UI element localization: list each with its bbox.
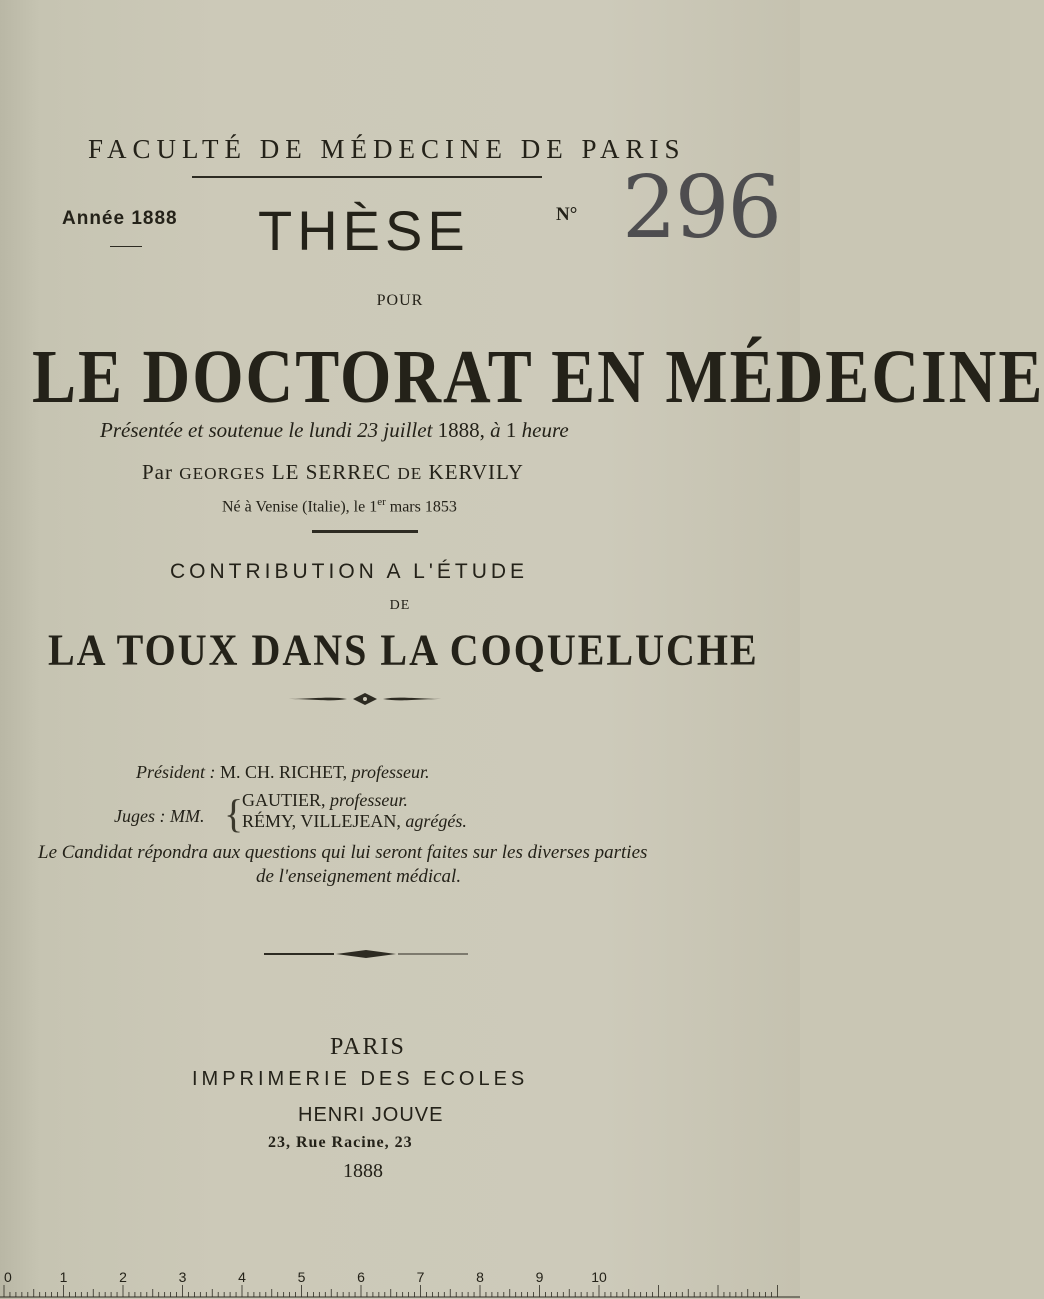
section-rule xyxy=(312,530,418,533)
faculty-heading: FACULTÉ DE MÉDECINE DE PARIS xyxy=(88,134,686,164)
imprint-city: PARIS xyxy=(330,1034,406,1060)
judge-line-2 xyxy=(242,811,467,832)
scale-ruler xyxy=(0,1264,800,1299)
year-dash xyxy=(110,246,142,247)
de-label: DE xyxy=(389,598,411,613)
judge1-name: GAUTIER, xyxy=(242,790,326,810)
birth-suffix: mars 1853 xyxy=(389,498,457,516)
presentation-year: 1888, xyxy=(437,418,485,442)
ruler-label: 1 xyxy=(59,1269,68,1285)
judges-brace: { xyxy=(224,791,244,836)
birth-day: 1 xyxy=(369,498,378,516)
ruler-label: 10 xyxy=(591,1269,607,1285)
ruler-label: 5 xyxy=(297,1269,306,1285)
ruler-label: 9 xyxy=(535,1269,544,1285)
presentation-line xyxy=(100,418,569,443)
subject-title: LA TOUX DANS LA COQUELUCHE xyxy=(48,625,759,675)
number-label: N° xyxy=(556,204,578,225)
judge2-role: agrégés. xyxy=(405,811,467,831)
par-label: Par xyxy=(142,460,173,484)
imprint-address: 23, Rue Racine, 23 xyxy=(268,1134,413,1151)
imprint-year: 1888 xyxy=(343,1160,383,1182)
birth-prefix: Né à Venise (Italie), le xyxy=(222,498,366,516)
candidate-note-line-1: Le Candidat répondra aux questions qui lui seront faites sur les diverses parties xyxy=(38,842,648,863)
judges-label: Juges : MM. xyxy=(114,806,205,826)
president-label: Président : xyxy=(136,762,216,782)
ruler-label: 6 xyxy=(357,1269,365,1285)
ruler-label: 0 xyxy=(4,1269,12,1285)
imprint-printer: IMPRIMERIE DES ECOLES xyxy=(192,1068,529,1090)
author-last-name: LE SERREC xyxy=(271,460,392,484)
ruler-label: 7 xyxy=(416,1269,425,1285)
bleed-through-text xyxy=(140,86,149,112)
number-stamp: 296 xyxy=(622,158,781,258)
presentation-time-suffix: heure xyxy=(521,418,569,442)
pour-label: POUR xyxy=(376,292,424,309)
contribution-heading: CONTRIBUTION A L'ÉTUDE xyxy=(170,560,529,583)
author-line xyxy=(142,460,524,485)
presentation-time-prefix: à xyxy=(490,418,501,442)
thesis-title: THÈSE xyxy=(258,199,470,262)
ornament-divider xyxy=(285,690,445,708)
presentation-prefix: Présentée et soutenue le lundi xyxy=(100,418,352,442)
author-particle: DE xyxy=(397,464,423,483)
judge-line-1 xyxy=(242,790,408,811)
ruler-label: 8 xyxy=(476,1269,484,1285)
birth-line xyxy=(222,496,457,516)
president-role: professeur. xyxy=(351,762,430,782)
presentation-date: 23 juillet xyxy=(357,418,433,442)
ornament-divider-small xyxy=(264,946,468,962)
header-rule xyxy=(192,176,542,178)
degree-title: LE DOCTORAT EN MÉDECINE xyxy=(32,335,1044,420)
candidate-note-line-2: de l'enseignement médical. xyxy=(256,866,462,887)
imprint-printer-name: HENRI JOUVE xyxy=(298,1104,444,1126)
year-label: Année 1888 xyxy=(62,208,178,229)
president-line xyxy=(136,762,430,783)
birth-day-sup: er xyxy=(377,496,386,508)
presentation-time: 1 xyxy=(505,418,517,442)
president-name: M. CH. RICHET, xyxy=(219,762,348,782)
judge1-role: professeur. xyxy=(330,790,408,810)
ruler-label: 3 xyxy=(178,1269,187,1285)
author-place-name: KERVILY xyxy=(428,460,524,484)
ruler-label: 4 xyxy=(238,1269,246,1285)
author-first-name: GEORGES xyxy=(179,464,266,483)
ruler-label: 2 xyxy=(119,1269,127,1285)
judge2-name: RÉMY, VILLEJEAN, xyxy=(242,811,401,831)
